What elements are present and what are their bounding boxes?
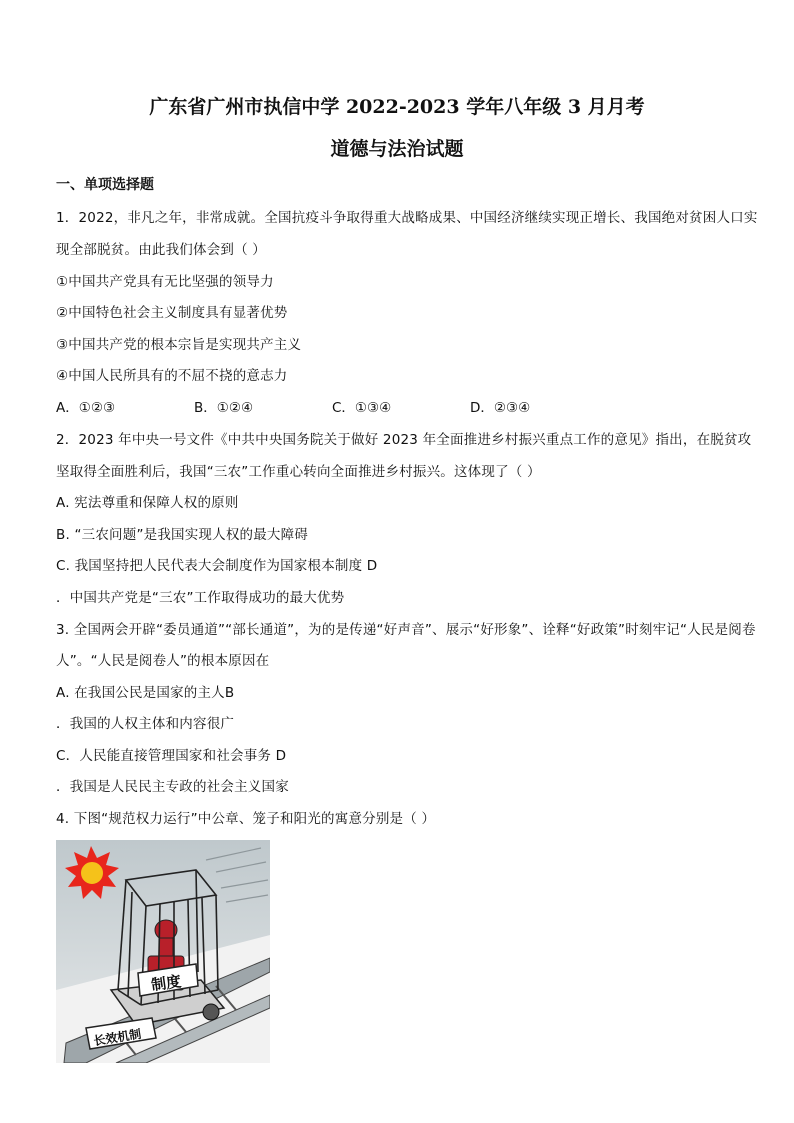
q1-item-2: ②中国特色社会主义制度具有显著优势: [56, 305, 288, 321]
q1-stem-line-1: 1．2022，非凡之年，非常成就。全国抗疫斗争取得重大战略成果、中国经济继续实现正增长、我国绝对贫困人口实: [56, 210, 758, 226]
q2-option-c: C. 我国坚持把人民代表大会制度作为国家根本制度 D: [56, 558, 378, 574]
q3-stem-line-2: 人”。“人民是阅卷人”的根本原因在: [56, 653, 270, 669]
rail-label: 长效机制: [92, 1026, 143, 1049]
q4-stem: 4. 下图“规范权力运行”中公章、笼子和阳光的寓意分别是（ ）: [56, 811, 436, 827]
q2-option-a: A. 宪法尊重和保障人权的原则: [56, 495, 239, 511]
q3-stem-line-1: 3. 全国两会开辟“委员通道”“部长通道”，为的是传递“好声音”、展示“好形象”、诠释“好政策”时刻牢记“人民是阅卷: [56, 622, 756, 638]
q1-option-b: B．①②④: [194, 400, 254, 416]
page-title-line-1: 广东省广州市执信中学 2022-2023 学年八年级 3 月月考: [149, 96, 645, 118]
q3-option-b: ．我国的人权主体和内容很广: [56, 716, 235, 732]
q1-item-1: ①中国共产党具有无比坚强的领导力: [56, 274, 274, 290]
q1-option-c: C．①③④: [332, 400, 392, 416]
cage-label: 制度: [150, 972, 183, 995]
q3-option-a: A. 在我国公民是国家的主人B: [56, 685, 235, 701]
q3-option-d: ．我国是人民民主专政的社会主义国家: [56, 779, 289, 795]
section-heading: 一、单项选择题: [56, 177, 154, 193]
page-title-line-2: 道德与法治试题: [330, 138, 464, 160]
q1-option-d: D．②③④: [470, 400, 531, 416]
q2-option-d: ．中国共产党是“三农”工作取得成功的最大优势: [56, 590, 345, 606]
q2-option-b: B. “三农问题”是我国实现人权的最大障碍: [56, 527, 309, 543]
q1-stem-line-2: 现全部脱贫。由此我们体会到（ ）: [56, 242, 266, 258]
q2-stem-line-2: 坚取得全面胜利后，我国“三农”工作重心转向全面推进乡村振兴。这体现了（ ）: [56, 464, 541, 480]
q1-item-3: ③中国共产党的根本宗旨是实现共产主义: [56, 337, 302, 353]
q1-item-4: ④中国人民所具有的不屈不挠的意志力: [56, 368, 288, 384]
q3-option-c: C．人民能直接管理国家和社会事务 D: [56, 748, 287, 764]
q1-option-a: A．①②③: [56, 400, 116, 416]
power-cage-cartoon: [56, 840, 270, 1063]
q2-stem-line-1: 2．2023 年中央一号文件《中共中央国务院关于做好 2023 年全面推进乡村振兴重点工作的意见》指出，在脱贫攻: [56, 432, 752, 448]
